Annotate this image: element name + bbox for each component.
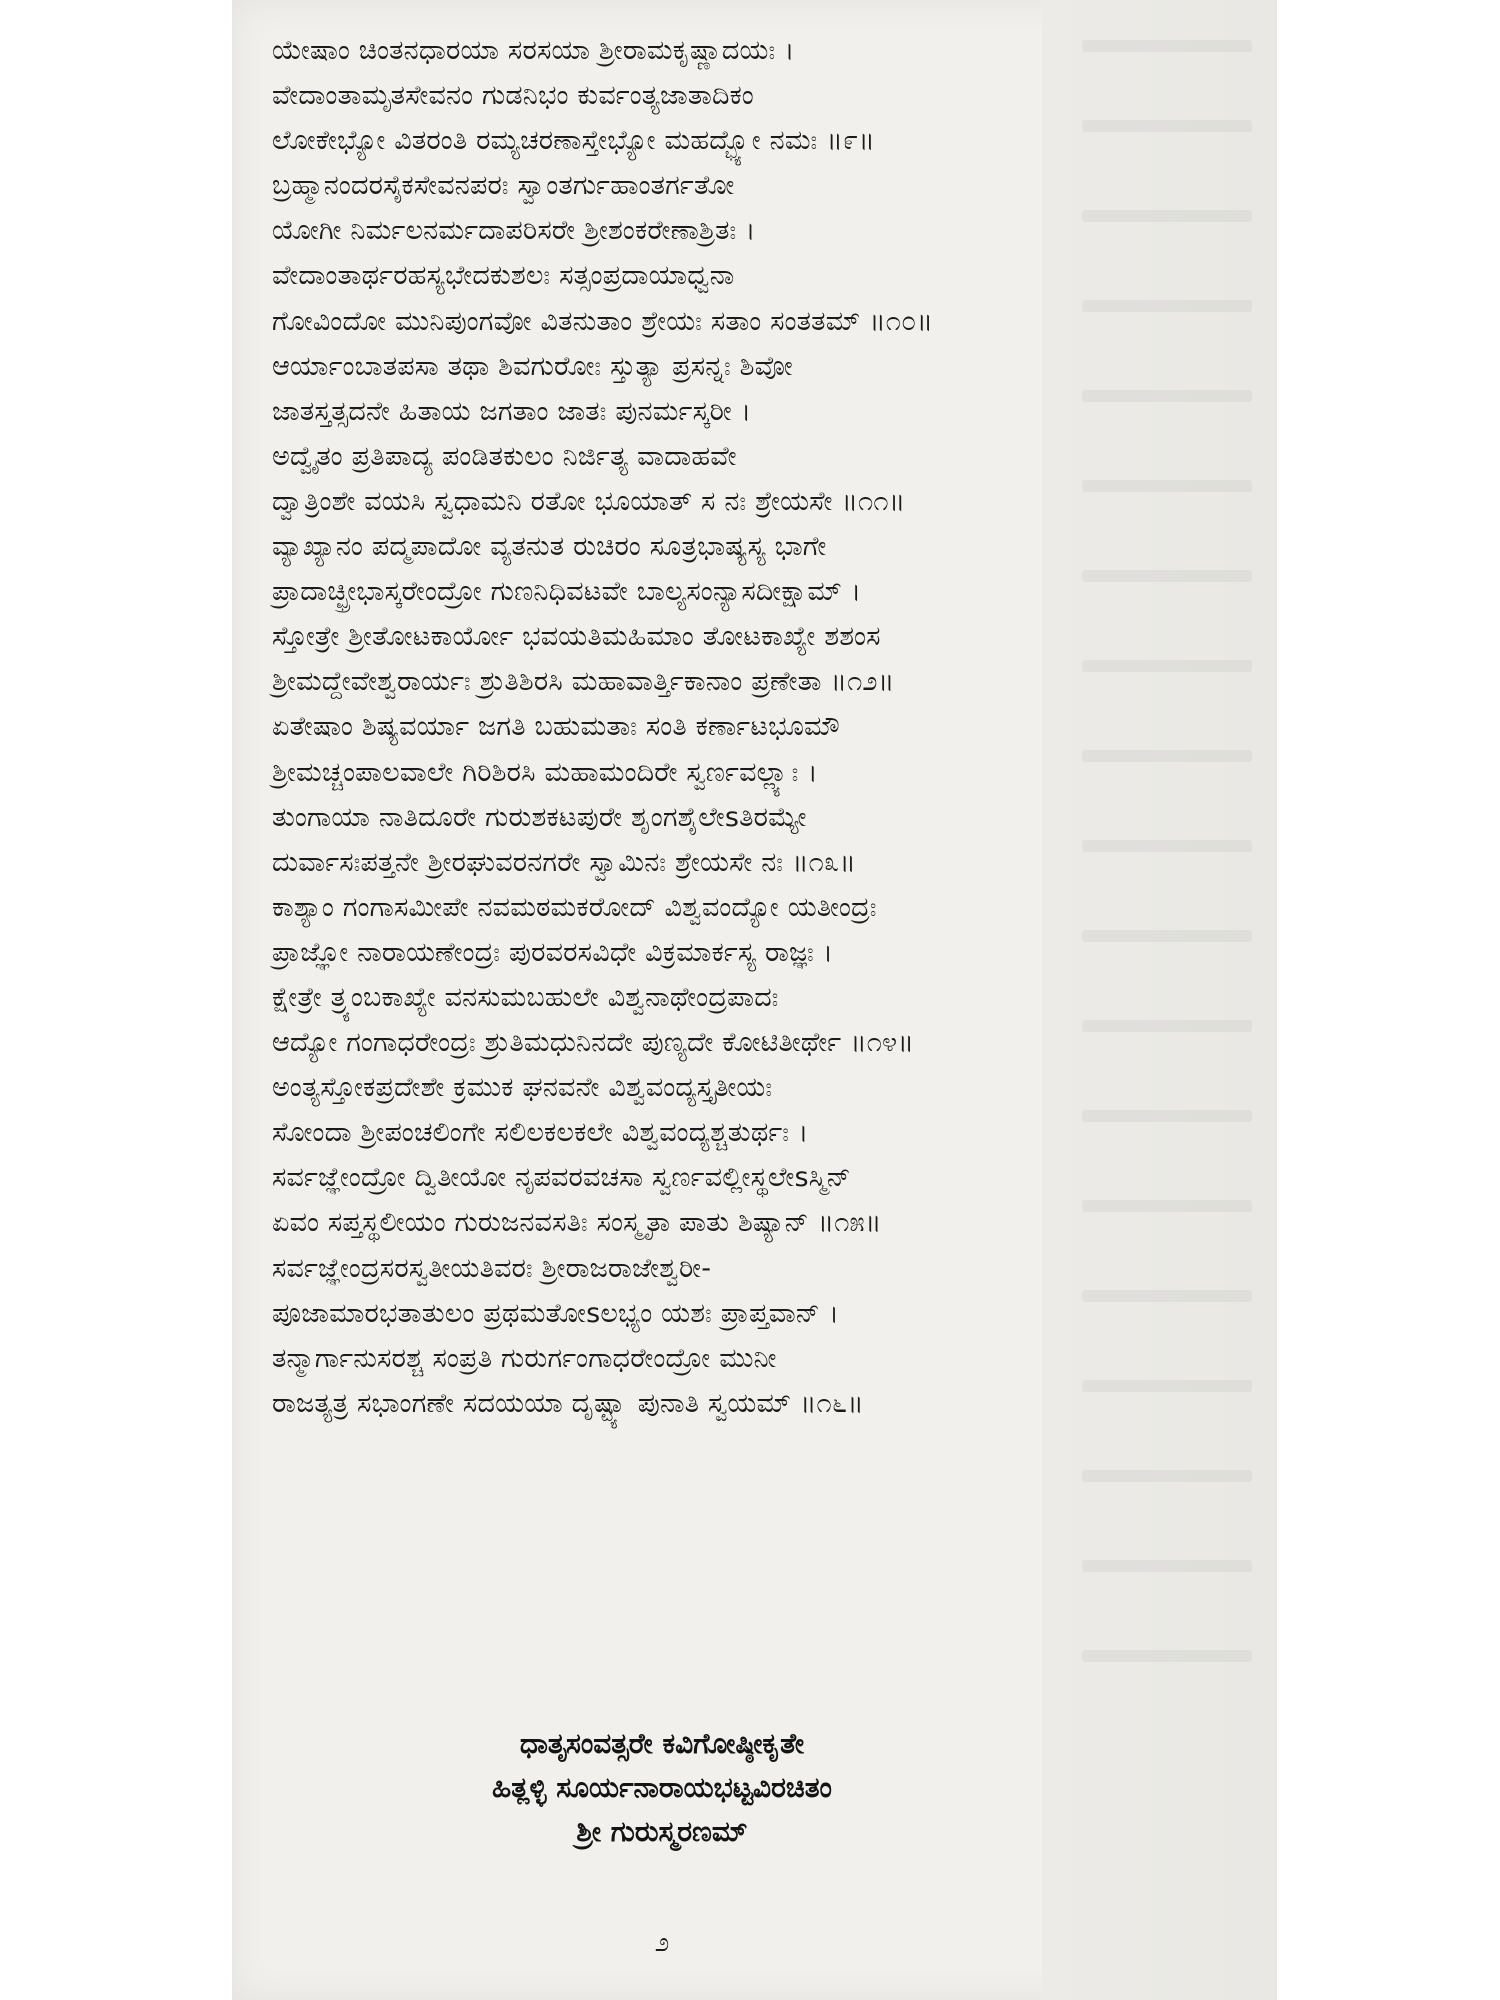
verse-line: ಆರ್ಯಾಂಬಾತಪಸಾ ತಥಾ ಶಿವಗುರೋಃ ಸ್ತುತ್ಯಾ ಪ್ರಸನ್ನಃ ಶಿವೋ xyxy=(272,350,793,382)
verse-line: ಏವಂ ಸಪ್ತಸ್ಥಲೀಯಂ ಗುರುಜನವಸತಿಃ ಸಂಸ್ಮೃತಾ ಪಾತು ಶಿಷ್ಯಾನ್ ॥೧೫॥ xyxy=(272,1207,882,1239)
verse-line: ಪ್ರಾದಾಚ್ಛ್ರೀಭಾಸ್ಕರೇಂದ್ರೋ ಗುಣನಿಧಿವಟವೇ ಬಾಲ್ಯಸಂನ್ಯಾಸದೀಕ್ಷಾಮ್ । xyxy=(272,576,862,608)
verse-line: ಶ್ರೀಮಚ್ಚಂಪಾಲವಾಲೇ ಗಿರಿಶಿರಸಿ ಮಹಾಮಂದಿರೇ ಸ್ವರ್ಣವಲ್ಲ್ಯಾಃ । xyxy=(272,756,818,788)
verse-line: ಶ್ರೀಮದ್ದೇವೇಶ್ವರಾರ್ಯಃ ಶ್ರುತಿಶಿರಸಿ ಮಹಾವಾರ್ತ್ತಿಕಾನಾಂ ಪ್ರಣೇತಾ ॥೧೨॥ xyxy=(272,666,895,698)
verse-line: ಅಂತ್ಯಸ್ತೋಕಪ್ರದೇಶೇ ಕ್ರಮುಕ ಘನವನೇ ವಿಶ್ವವಂದ್ಯಸ್ತೃತೀಯಃ xyxy=(272,1072,773,1104)
colophon-line: ಧಾತೃಸಂವತ್ಸರೇ ಕವಿಗೋಷ್ಠೀಕೃತೇ xyxy=(519,1727,805,1760)
verse-line: ಸ್ತೋತ್ರೇ ಶ್ರೀತೋಟಕಾರ್ಯೋ ಭವಯತಿಮಹಿಮಾಂ ತೋಟಕಾಖ್ಯೇ ಶಶಂಸ xyxy=(272,621,881,653)
verse-line: ಯೋಗೀ ನಿರ್ಮಲನರ್ಮದಾಪರಿಸರೇ ಶ್ರೀಶಂಕರೇಣಾಶ್ರಿತಃ । xyxy=(272,215,756,247)
verse-line: ಗೋವಿಂದೋ ಮುನಿಪುಂಗವೋ ವಿತನುತಾಂ ಶ್ರೇಯಃ ಸತಾಂ ಸಂತತಮ್ ॥೧೦॥ xyxy=(272,305,934,337)
verse-line: ವೇದಾಂತಾರ್ಥರಹಸ್ಯಭೇದಕುಶಲಃ ಸತ್ಸಂಪ್ರದಾಯಾಧ್ವನಾ xyxy=(272,260,735,292)
colophon-title: ಶ್ರೀ ಗುರುಸ್ಮರಣಮ್ xyxy=(576,1815,748,1848)
verse-line: ಆದ್ಯೋ ಗಂಗಾಧರೇಂದ್ರಃ ಶ್ರುತಿಮಧುನಿನದೇ ಪುಣ್ಯದೇ ಕೋಟಿತೀರ್ಥೇ ॥೧೪॥ xyxy=(272,1027,915,1059)
verse-line: ವ್ಯಾಖ್ಯಾನಂ ಪದ್ಮಪಾದೋ ವ್ಯತನುತ ರುಚಿರಂ ಸೂತ್ರಭಾಷ್ಯಸ್ಯ ಭಾಗೇ xyxy=(272,531,827,563)
verse-line: ಅದ್ವೈತಂ ಪ್ರತಿಪಾದ್ಯ ಪಂಡಿತಕುಲಂ ನಿರ್ಜಿತ್ಯ ವಾದಾಹವೇ xyxy=(272,440,737,472)
verse-line: ಸರ್ವಜ್ಞೇಂದ್ರೋ ದ್ವಿತೀಯೋ ನೃಪವರವಚಸಾ ಸ್ವರ್ಣವಲ್ಲೀಸ್ಥಲೇsಸ್ಮಿನ್ xyxy=(272,1162,851,1194)
verse-line: ರಾಜತ್ಯತ್ರ ಸಭಾಂಗಣೇ ಸದಯಯಾ ದೃಷ್ಟ್ಯಾ ಪುನಾತಿ ಸ್ವಯಮ್ ॥೧೬॥ xyxy=(272,1387,864,1419)
verse-line: ಪ್ರಾಜ್ಞೋ ನಾರಾಯಣೇಂದ್ರಃ ಪುರವರಸವಿಧೇ ವಿಕ್ರಮಾರ್ಕಸ್ಯ ರಾಜ್ಞಃ । xyxy=(272,936,834,968)
verse-line: ಯೇಷಾಂ ಚಿಂತನಧಾರಯಾ ಸರಸಯಾ ಶ್ರೀರಾಮಕೃಷ್ಣಾದಯಃ । xyxy=(272,35,795,66)
verse-line: ಏತೇಷಾಂ ಶಿಷ್ಯವರ್ಯಾ ಜಗತಿ ಬಹುಮತಾಃ ಸಂತಿ ಕರ್ಣಾಟಭೂಮೌ xyxy=(272,711,840,743)
verse-line: ದುರ್ವಾಸಃಪತ್ತನೇ ಶ್ರೀರಘುವರನಗರೇ ಸ್ವಾಮಿನಃ ಶ್ರೇಯಸೇ ನಃ ॥೧೩॥ xyxy=(272,846,856,878)
verse-block xyxy=(272,28,1052,1426)
verse-line: ದ್ವಾತ್ರಿಂಶೇ ವಯಸಿ ಸ್ವಧಾಮನಿ ರತೋ ಭೂಯಾತ್ ಸ ನಃ ಶ್ರೇಯಸೇ ॥೧೧॥ xyxy=(272,485,906,517)
verse-line: ವೇದಾಂತಾಮೃತಸೇವನಂ ಗುಡನಿಭಂ ಕುರ್ವಂತ್ಯಜಾತಾದಿಕಂ xyxy=(272,80,754,112)
verse-line: ಲೋಕೇಭ್ಯೋ ವಿತರಂತಿ ರಮ್ಯಚರಣಾಸ್ತೇಭ್ಯೋ ಮಹದ್ಭ್ಯೋ ನಮಃ ॥೯॥ xyxy=(272,125,875,157)
verse-line: ಸೋಂದಾ ಶ್ರೀಪಂಚಲಿಂಗೇ ಸಲಿಲಕಲಕಲೇ ವಿಶ್ವವಂದ್ಯಶ್ಚತುರ್ಥಃ । xyxy=(272,1117,809,1149)
verse-line: ಜಾತಸ್ತತ್ಸದನೇ ಹಿತಾಯ ಜಗತಾಂ ಜಾತಃ ಪುನರ್ಮಸ್ಕರೀ । xyxy=(272,395,752,427)
verse-line: ತನ್ಮಾರ್ಗಾನುಸರಶ್ಚ ಸಂಪ್ರತಿ ಗುರುರ್ಗಂಗಾಧರೇಂದ್ರೋ ಮುನೀ xyxy=(272,1342,777,1374)
verse-line: ಕಾಶ್ಯಾಂ ಗಂಗಾಸಮೀಪೇ ನವಮಠಮಕರೋದ್ ವಿಶ್ವವಂದ್ಯೋ ಯತೀಂದ್ರಃ xyxy=(272,891,877,923)
verse-line: ಬ್ರಹ್ಮಾನಂದರಸೈಕಸೇವನಪರಃ ಸ್ವಾಂತರ್ಗುಹಾಂತರ್ಗತೋ xyxy=(272,170,735,202)
colophon-line: ಹಿತ್ಲಳ್ಳಿ ಸೂರ್ಯನಾರಾಯಭಟ್ಟವಿರಚಿತಂ xyxy=(492,1771,832,1804)
verse-line: ಕ್ಷೇತ್ರೇ ತ್ರ್ಯಂಬಕಾಖ್ಯೇ ವನಸುಮಬಹುಲೇ ವಿಶ್ವನಾಥೇಂದ್ರಪಾದಃ xyxy=(272,981,779,1013)
verse-line: ತುಂಗಾಯಾ ನಾತಿದೂರೇ ಗುರುಶಕಟಪುರೇ ಶೃಂಗಶೈಲೇsತಿರಮ್ಯೇ xyxy=(272,801,807,833)
page-number: ೨ xyxy=(654,1928,670,1958)
verse-line: ಪೂಜಾಮಾರಭತಾತುಲಂ ಪ್ರಥಮತೋsಲಭ್ಯಂ ಯಶಃ ಪ್ರಾಪ್ತವಾನ್ । xyxy=(272,1297,840,1329)
facing-page-edge xyxy=(1042,0,1277,2000)
colophon xyxy=(272,1722,1052,1854)
verse-line: ಸರ್ವಜ್ಞೇಂದ್ರಸರಸ್ವತೀಯತಿವರಃ ಶ್ರೀರಾಜರಾಜೇಶ್ವರೀ- xyxy=(272,1252,712,1284)
